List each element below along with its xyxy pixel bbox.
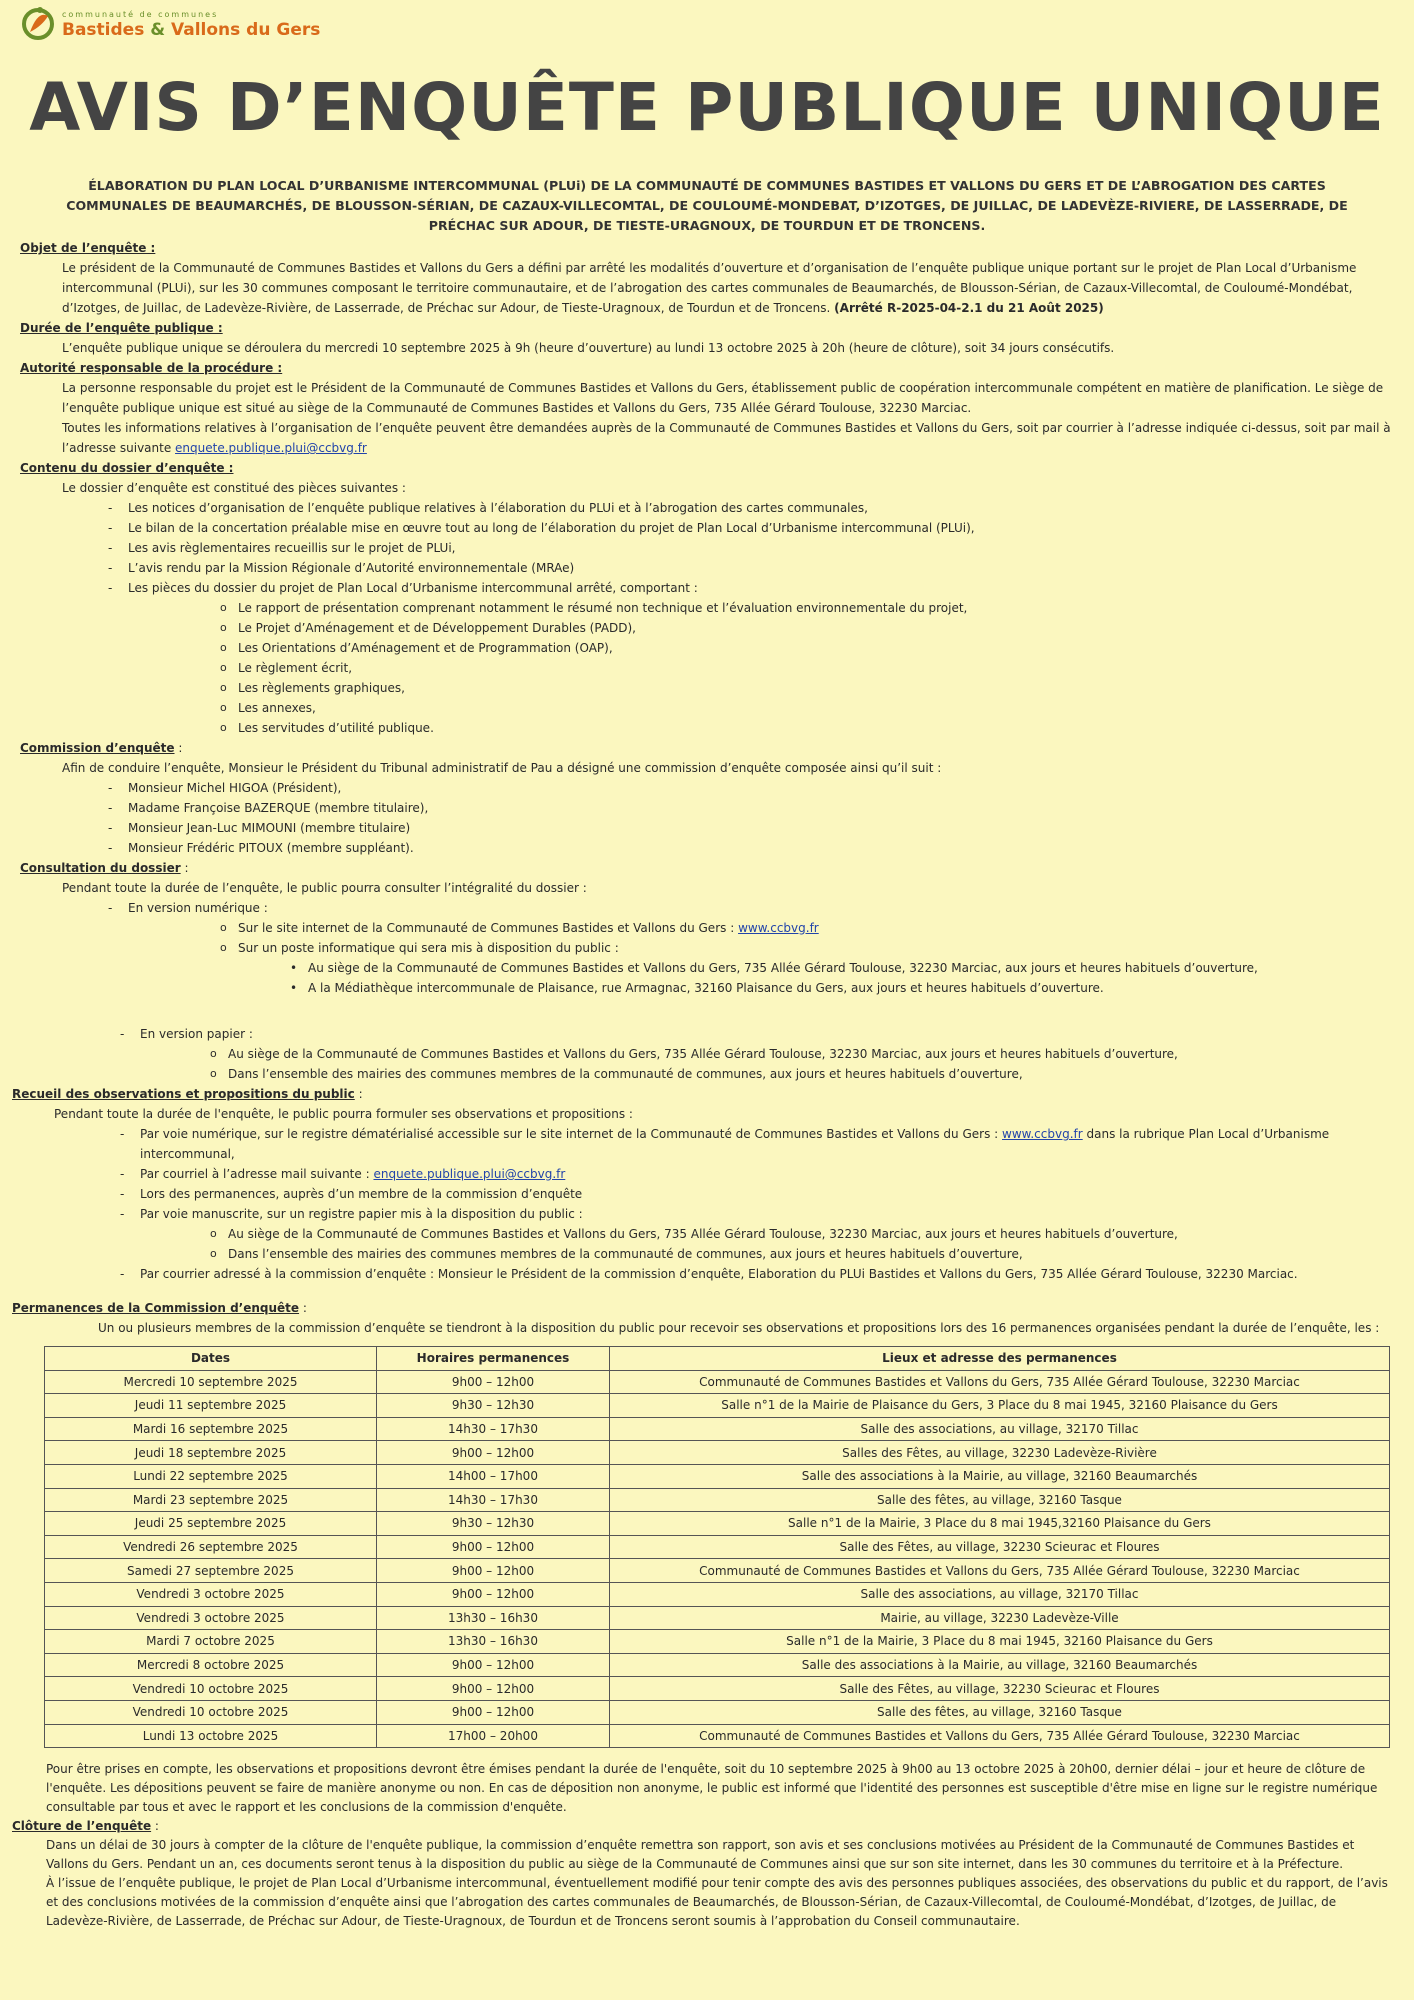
horaire-cell: 13h30 – 16h30 xyxy=(377,1606,610,1630)
horaire-cell: 9h00 – 12h00 xyxy=(377,1370,610,1394)
logo-tagline: communauté de communes xyxy=(62,10,219,19)
prise-en-compte-text: Pour être prises en compte, les observations et propositions devront être émises pendant la durée de l'enquête, soit du 10 septembre 2025 à 9h00 au 13 octobre 2025 à 20h00, dernier délai – jour et heure de clôture de l'enquête. Les dépositions peuvent se faire de manière anonyme ou non. En cas de déposition non anonyme, le public est informé que l'identité des personnes est susceptible d'être mise en ligne sur le registre numérique consultable par tous et avec le rapport et les conclusions de la commission d'enquête. xyxy=(46,1762,1378,1814)
table-row xyxy=(45,1370,1390,1394)
lieu-cell: Salle des Fêtes, au village, 32230 Scieurac et Floures xyxy=(610,1535,1390,1559)
date-cell: Lundi 13 octobre 2025 xyxy=(45,1724,377,1748)
sub-list-item: o Les Orientations d’Aménagement et de Programmation (OAP), xyxy=(238,638,1414,658)
section-heading-recueil: Recueil des observations et propositions du public : xyxy=(12,1087,363,1101)
lieu-cell: Communauté de Communes Bastides et Vallons du Gers, 735 Allée Gérard Toulouse, 32230 Marciac xyxy=(610,1724,1390,1748)
list-item: - Les notices d’organisation de l’enquête publique relatives à l’élaboration du PLUi et à l’abrogation des cartes communales, xyxy=(128,498,1414,518)
table-row xyxy=(45,1677,1390,1701)
list-item: - Par voie numérique, sur le registre dématérialisé accessible sur le site internet de la Communauté de Communes Bastides et Vallons du Gers : www.ccbvg.fr dans la rubrique Plan Local d’Urbanisme intercommunal, xyxy=(140,1124,1354,1164)
sub-list-item: o Sur le site internet de la Communauté de Communes Bastides et Vallons du Gers : www.ccbvg.fr xyxy=(238,918,1414,938)
table-row xyxy=(45,1441,1390,1465)
sub-list-item: o Au siège de la Communauté de Communes Bastides et Vallons du Gers, 735 Allée Gérard Toulouse, 32230 Marciac, aux jours et heures habituels d’ouverture, xyxy=(228,1044,1414,1064)
date-cell: Vendredi 10 octobre 2025 xyxy=(45,1677,377,1701)
horaire-cell: 14h00 – 17h00 xyxy=(377,1464,610,1488)
lieu-cell: Salle des associations, au village, 32170 Tillac xyxy=(610,1582,1390,1606)
date-cell: Samedi 27 septembre 2025 xyxy=(45,1559,377,1583)
cloture-text: Dans un délai de 30 jours à compter de la clôture de l'enquête publique, la commission d’enquête remettra son rapport, son avis et ses conclusions motivées au Président de la Communauté de Communes Bastides et Vallons du Gers. Pendant un an, ces documents seront tenus à la disposition du public au siège de la Communauté de Communes ainsi que sur son site internet, dans les 30 communes du territoire et à la Préfecture. xyxy=(46,1838,1355,1871)
horaire-cell: 17h00 – 20h00 xyxy=(377,1724,610,1748)
section-heading-consultation: Consultation du dossier : xyxy=(20,861,189,875)
section-heading-objet: Objet de l’enquête : xyxy=(20,241,156,255)
date-cell: Jeudi 11 septembre 2025 xyxy=(45,1394,377,1418)
lieu-cell: Salle des fêtes, au village, 32160 Tasque xyxy=(610,1488,1390,1512)
section-heading-duree: Durée de l’enquête publique : xyxy=(20,321,223,335)
list-item: - Le bilan de la concertation préalable mise en œuvre tout au long de l’élaboration du projet de Plan Local d’Urbanisme intercommunal (PLUi), xyxy=(128,518,1414,538)
closing-section xyxy=(0,1760,1414,1931)
lieu-cell: Salle des associations, au village, 32170 Tillac xyxy=(610,1417,1390,1441)
section-heading-autorite: Autorité responsable de la procédure : xyxy=(20,361,283,375)
table-row xyxy=(45,1394,1390,1418)
list-item: - Par courrier adressé à la commission d’enquête : Monsieur le Président de la commission d’enquête, Elaboration du PLUi Bastides et Vallons du Gers, 735 Allée Gérard Toulouse, 32230 Marciac. xyxy=(140,1264,1414,1284)
table-row xyxy=(45,1582,1390,1606)
sub-list-item: o Les règlements graphiques, xyxy=(238,678,1414,698)
horaire-cell: 14h30 – 17h30 xyxy=(377,1417,610,1441)
horaire-cell: 9h00 – 12h00 xyxy=(377,1653,610,1677)
list-item: - Par courriel à l’adresse mail suivante : enquete.publique.plui@ccbvg.fr xyxy=(140,1164,1414,1184)
lieu-cell: Mairie, au village, 32230 Ladevèze-Ville xyxy=(610,1606,1390,1630)
bullet-item: • Au siège de la Communauté de Communes Bastides et Vallons du Gers, 735 Allée Gérard Toulouse, 32230 Marciac, aux jours et heures habituels d’ouverture, xyxy=(308,958,1414,978)
sub-list-item: o Le rapport de présentation comprenant notamment le résumé non technique et l’évaluation environnementale du projet, xyxy=(238,598,1414,618)
column-header-horaires: Horaires permanences xyxy=(377,1347,610,1371)
lieu-cell: Salle n°1 de la Mairie de Plaisance du Gers, 3 Place du 8 mai 1945, 32160 Plaisance du Gers xyxy=(610,1394,1390,1418)
table-row xyxy=(45,1464,1390,1488)
table-row xyxy=(45,1488,1390,1512)
duree-text: L’enquête publique unique se déroulera du mercredi 10 septembre 2025 à 9h (heure d’ouverture) au lundi 13 octobre 2025 à 20h (heure de clôture), soit 34 jours consécutifs. xyxy=(62,341,1115,355)
email-link[interactable]: enquete.publique.plui@ccbvg.fr xyxy=(373,1167,566,1181)
commission-member: - Monsieur Frédéric PITOUX (membre suppléant). xyxy=(128,838,1414,858)
column-header-dates: Dates xyxy=(45,1347,377,1371)
column-header-lieux: Lieux et adresse des permanences xyxy=(610,1347,1390,1371)
sub-list-item: o Au siège de la Communauté de Communes Bastides et Vallons du Gers, 735 Allée Gérard Toulouse, 32230 Marciac, aux jours et heures habituels d’ouverture, xyxy=(228,1224,1414,1244)
list-item: - Les avis règlementaires recueillis sur le projet de PLUi, xyxy=(128,538,1414,558)
list-item: - En version numérique : xyxy=(128,898,1414,918)
table-row xyxy=(45,1630,1390,1654)
bullet-item: • A la Médiathèque intercommunale de Plaisance, rue Armagnac, 32160 Plaisance du Gers, aux jours et heures habituels d’ouverture. xyxy=(308,978,1414,998)
list-item: - En version papier : xyxy=(140,1024,1414,1044)
lieu-cell: Communauté de Communes Bastides et Vallons du Gers, 735 Allée Gérard Toulouse, 32230 Marciac xyxy=(610,1370,1390,1394)
horaire-cell: 9h00 – 12h00 xyxy=(377,1559,610,1583)
date-cell: Jeudi 18 septembre 2025 xyxy=(45,1441,377,1465)
horaire-cell: 9h00 – 12h00 xyxy=(377,1700,610,1724)
horaire-cell: 9h30 – 12h30 xyxy=(377,1394,610,1418)
table-row xyxy=(45,1653,1390,1677)
sub-list-item: o Les annexes, xyxy=(238,698,1414,718)
commission-intro: Afin de conduire l’enquête, Monsieur le Président du Tribunal administratif de Pau a désigné une commission d’enquête composée ainsi qu’il suit : xyxy=(62,761,942,775)
sub-list-item: o Les servitudes d’utilité publique. xyxy=(238,718,1414,738)
sub-list-item: o Le règlement écrit, xyxy=(238,658,1414,678)
email-link[interactable]: enquete.publique.plui@ccbvg.fr xyxy=(175,441,367,455)
objet-text: Le président de la Communauté de Communes Bastides et Vallons du Gers a défini par arrêté les modalités d’ouverture et d’organisation de l’enquête publique unique portant sur le projet de Plan Local d’Urbanisme intercommunal (PLUi), sur les 30 communes composant le territoire communautaire, et de l’abrogation des cartes communales de Beaumarchés, de Blousson-Sérian, de Cazaux-Villecomtal, de Couloumé-Mondébat, d’Izotges, de Juillac, de Ladevèze-Rivière, de Lasserrade, de Préchac sur Adour, de Tieste-Uragnoux, de Tourdun et de Troncens. (Arrêté R-2025-04-2.1 du 21 Août 2025) xyxy=(62,261,1357,315)
table-row xyxy=(45,1559,1390,1583)
website-link[interactable]: www.ccbvg.fr xyxy=(1002,1127,1083,1141)
date-cell: Mardi 23 septembre 2025 xyxy=(45,1488,377,1512)
date-cell: Vendredi 3 octobre 2025 xyxy=(45,1606,377,1630)
list-item: - L’avis rendu par la Mission Régionale d’Autorité environnementale (MRAe) xyxy=(128,558,1414,578)
consultation-intro: Pendant toute la durée de l’enquête, le public pourra consulter l’intégralité du dossier : xyxy=(62,881,587,895)
table-row xyxy=(45,1417,1390,1441)
horaire-cell: 9h00 – 12h00 xyxy=(377,1535,610,1559)
commission-member: - Madame Françoise BAZERQUE (membre titulaire), xyxy=(128,798,1414,818)
date-cell: Vendredi 26 septembre 2025 xyxy=(45,1535,377,1559)
list-item: - Par voie manuscrite, sur un registre papier mis à la disposition du public : xyxy=(140,1204,1414,1224)
table-row xyxy=(45,1512,1390,1536)
sub-list-item: o Le Projet d’Aménagement et de Développement Durables (PADD), xyxy=(238,618,1414,638)
section-heading-commission: Commission d’enquête : xyxy=(20,741,183,755)
lieu-cell: Salle n°1 de la Mairie, 3 Place du 8 mai 1945, 32160 Plaisance du Gers xyxy=(610,1630,1390,1654)
date-cell: Vendredi 10 octobre 2025 xyxy=(45,1700,377,1724)
page-title: AVIS D’ENQUÊTE PUBLIQUE UNIQUE xyxy=(29,69,1385,146)
date-cell: Jeudi 25 septembre 2025 xyxy=(45,1512,377,1536)
date-cell: Mardi 16 septembre 2025 xyxy=(45,1417,377,1441)
logo-leaf-icon xyxy=(20,4,56,46)
sub-list-item: o Dans l’ensemble des mairies des communes membres de la communauté de communes, aux jours et heures habituels d’ouverture, xyxy=(228,1064,1414,1084)
table-row xyxy=(45,1700,1390,1724)
logo xyxy=(20,4,320,46)
lieu-cell: Salles des Fêtes, au village, 32230 Ladevèze-Rivière xyxy=(610,1441,1390,1465)
lieu-cell: Salle des associations à la Mairie, au village, 32160 Beaumarchés xyxy=(610,1653,1390,1677)
horaire-cell: 13h30 – 16h30 xyxy=(377,1630,610,1654)
date-cell: Lundi 22 septembre 2025 xyxy=(45,1464,377,1488)
date-cell: Mercredi 8 octobre 2025 xyxy=(45,1653,377,1677)
commission-member: - Monsieur Michel HIGOA (Président), xyxy=(128,778,1414,798)
lieu-cell: Salle n°1 de la Mairie, 3 Place du 8 mai 1945,32160 Plaisance du Gers xyxy=(610,1512,1390,1536)
sub-list-item: o Dans l’ensemble des mairies des communes membres de la communauté de communes, aux jours et heures habituels d’ouverture, xyxy=(228,1244,1414,1264)
table-header-row xyxy=(45,1347,1390,1371)
autorite-contact: Toutes les informations relatives à l’organisation de l’enquête peuvent être demandées auprès de la Communauté de Communes Bastides et Vallons du Gers, soit par courrier à l’adresse indiquée ci-dessus, soit par mail à l’adresse suivante enquete.publique.plui@ccbvg.fr xyxy=(62,421,1391,455)
page-subtitle: ÉLABORATION DU PLAN LOCAL D’URBANISME INTERCOMMUNAL (PLUi) DE LA COMMUNAUTÉ DE COMMUNES BASTIDES ET VALLONS DU GERS ET DE L’ABROGATION DES CARTES COMMUNALES DE BEAUMARCHÉS, DE BLOUSSON-SÉRIAN, DE CAZAUX-VILLECOMTAL, DE COULOUMÉ-MONDEBAT, D’IZOTGES, DE JUILLAC, DE LADEVÈZE-RIVIERE, DE LASSERRADE, DE PRÉCHAC SUR ADOUR, DE TIESTE-URAGNOUX, DE TOURDUN ET DE TRONCENS. xyxy=(66,178,1348,233)
section-heading-cloture: Clôture de l’enquête : xyxy=(12,1819,159,1833)
date-cell: Mercredi 10 septembre 2025 xyxy=(45,1370,377,1394)
permanences-table xyxy=(44,1346,1390,1748)
lieu-cell: Salle des Fêtes, au village, 32230 Scieurac et Floures xyxy=(610,1677,1390,1701)
date-cell: Vendredi 3 octobre 2025 xyxy=(45,1582,377,1606)
lieu-cell: Salle des associations à la Mairie, au village, 32160 Beaumarchés xyxy=(610,1464,1390,1488)
lieu-cell: Salle des fêtes, au village, 32160 Tasque xyxy=(610,1700,1390,1724)
table-row xyxy=(45,1606,1390,1630)
table-row xyxy=(45,1535,1390,1559)
arrete-reference: (Arrêté R-2025-04-2.1 du 21 Août 2025) xyxy=(834,301,1104,315)
section-heading-contenu: Contenu du dossier d’enquête : xyxy=(20,461,234,475)
horaire-cell: 9h00 – 12h00 xyxy=(377,1441,610,1465)
lieu-cell: Communauté de Communes Bastides et Vallons du Gers, 735 Allée Gérard Toulouse, 32230 Marciac xyxy=(610,1559,1390,1583)
logo-name: Bastides & Vallons du Gers xyxy=(62,20,321,40)
list-item: - Les pièces du dossier du projet de Plan Local d’Urbanisme intercommunal arrêté, comportant : xyxy=(128,578,1414,598)
autorite-text: La personne responsable du projet est le Président de la Communauté de Communes Bastides et Vallons du Gers, établissement public de coopération intercommunale compétent en matière de planification. Le siège de l’enquête publique unique est situé au siège de la Communauté de Communes Bastides et Vallons du Gers, 735 Allée Gérard Toulouse, 32230 Marciac. xyxy=(62,381,1384,415)
sub-list-item: o Sur un poste informatique qui sera mis à disposition du public : xyxy=(238,938,1414,958)
permanences-intro: Un ou plusieurs membres de la commission d’enquête se tiendront à la disposition du public pour recevoir ses observations et propositions lors des 16 permanences organisées pendant la durée de l’enquête, les : xyxy=(98,1321,1380,1335)
website-link[interactable]: www.ccbvg.fr xyxy=(738,921,819,935)
horaire-cell: 9h00 – 12h00 xyxy=(377,1677,610,1701)
table-row xyxy=(45,1724,1390,1748)
date-cell: Mardi 7 octobre 2025 xyxy=(45,1630,377,1654)
list-item: - Lors des permanences, auprès d’un membre de la commission d’enquête xyxy=(140,1184,1414,1204)
recueil-intro: Pendant toute la durée de l'enquête, le public pourra formuler ses observations et propositions : xyxy=(54,1107,633,1121)
cloture-approbation-text: À l’issue de l’enquête publique, le projet de Plan Local d’Urbanisme intercommunal, éventuellement modifié pour tenir compte des avis des personnes publiques associées, des observations du public et du rapport, de l’avis et des conclusions motivées de la commission d’enquête ainsi que l’abrogation des cartes communales de Beaumarchés, de Blousson-Sérian, de Cazaux-Villecomtal, de Couloumé-Mondébat, d’Izotges, de Juillac, de Ladevèze-Rivière, de Lasserrade, de Préchac sur Adour, de Tieste-Uragnoux, de Tourdun et de Troncens seront soumis à l’approbation du Conseil communautaire. xyxy=(46,1876,1388,1928)
contenu-intro: Le dossier d’enquête est constitué des pièces suivantes : xyxy=(62,481,406,495)
horaire-cell: 9h30 – 12h30 xyxy=(377,1512,610,1536)
horaire-cell: 14h30 – 17h30 xyxy=(377,1488,610,1512)
horaire-cell: 9h00 – 12h00 xyxy=(377,1582,610,1606)
commission-member: - Monsieur Jean-Luc MIMOUNI (membre titulaire) xyxy=(128,818,1414,838)
section-heading-permanences: Permanences de la Commission d’enquête : xyxy=(12,1301,307,1315)
notice-body xyxy=(0,238,1414,1338)
